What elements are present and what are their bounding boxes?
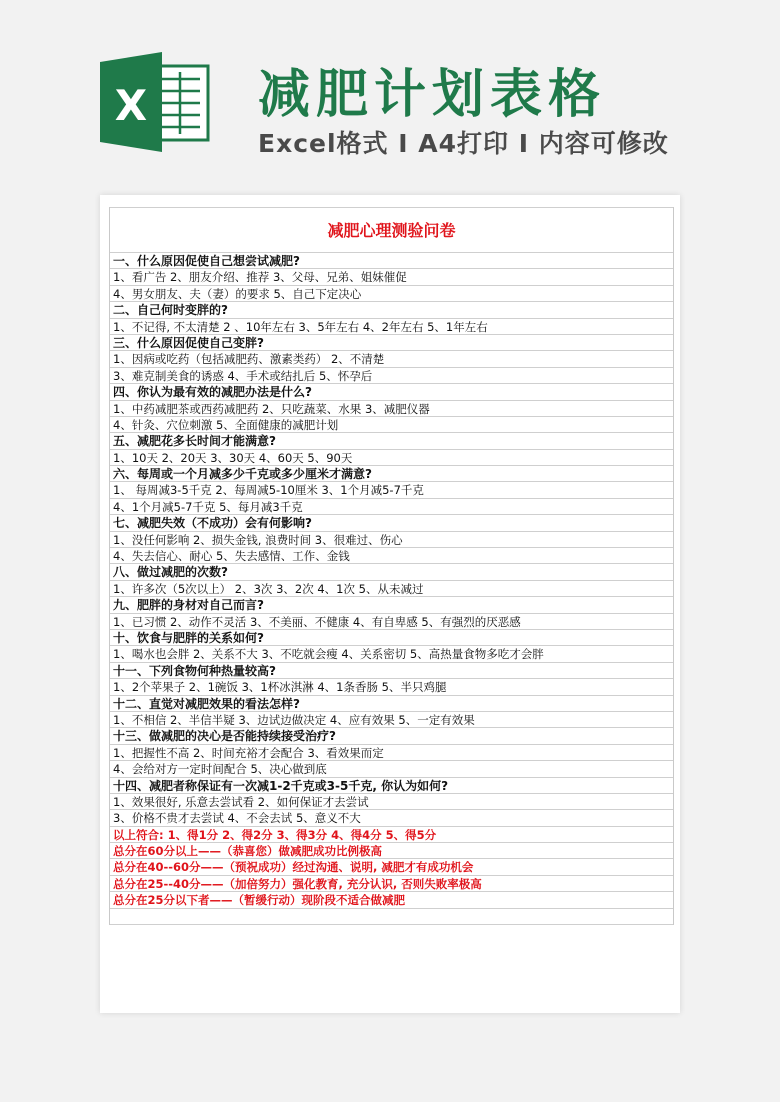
excel-icon — [100, 52, 212, 152]
option-row: 1、把握性不高 2、时间充裕才会配合 3、看效果而定 — [110, 745, 673, 761]
banner — [0, 0, 780, 195]
option-row: 1、看广告 2、朋友介绍、推荐 3、父母、兄弟、姐妹催促 — [110, 269, 673, 285]
question-row: 一、什么原因促使自己想尝试减肥? — [110, 253, 673, 269]
option-row: 1、许多次（5次以上） 2、3次 3、2次 4、1次 5、从未减过 — [110, 581, 673, 597]
question-row: 十四、减肥者称保证有一次减1-2千克或3-5千克, 你认为如何? — [110, 778, 673, 794]
option-row: 4、针灸、穴位刺激 5、全面健康的减肥计划 — [110, 417, 673, 433]
option-row: 1、因病或吃药（包括减肥药、激素类药） 2、不清楚 — [110, 351, 673, 367]
option-row: 4、1个月减5-7千克 5、每月减3千克 — [110, 499, 673, 515]
option-row: 1、不记得, 不太清楚 2 、10年左右 3、5年左右 4、2年左右 5、1年左右 — [110, 319, 673, 335]
option-row: 1、已习惯 2、动作不灵活 3、不美丽、不健康 4、有自卑感 5、有强烈的厌恶感 — [110, 614, 673, 630]
question-row: 六、每周或一个月减多少千克或多少厘米才满意? — [110, 466, 673, 482]
option-row: 1、喝水也会胖 2、关系不大 3、不吃就会瘦 4、关系密切 5、高热量食物多吃才会胖 — [110, 646, 673, 662]
spreadsheet-sheet — [100, 195, 680, 1013]
page-title: 减肥计划表格 — [258, 65, 607, 125]
scoring-row: 总分在25分以下者——（暂缓行动）现阶段不适合做减肥 — [110, 892, 673, 908]
option-row: 1、 每周减3-5千克 2、每周减5-10厘米 3、1个月减5-7千克 — [110, 482, 673, 498]
question-row: 十、饮食与肥胖的关系如何? — [110, 630, 673, 646]
option-row: 1、效果很好, 乐意去尝试看 2、如何保证才去尝试 — [110, 794, 673, 810]
option-row: 4、会给对方一定时间配合 5、决心做到底 — [110, 761, 673, 777]
question-row: 四、你认为最有效的减肥办法是什么? — [110, 384, 673, 400]
question-row: 五、减肥花多长时间才能满意? — [110, 433, 673, 449]
spreadsheet-grid — [109, 207, 674, 925]
option-row: 4、失去信心、耐心 5、失去感情、工作、金钱 — [110, 548, 673, 564]
option-row: 4、男女朋友、夫（妻）的要求 5、自己下定决心 — [110, 286, 673, 302]
option-row: 1、2个苹果子 2、1碗饭 3、1杯冰淇淋 4、1条香肠 5、半只鸡腿 — [110, 679, 673, 695]
sheet-title: 减肥心理测验问卷 — [110, 207, 673, 253]
scoring-row: 总分在25--40分——（加倍努力）强化教育, 充分认识, 否则失败率极高 — [110, 876, 673, 892]
scoring-row: 总分在40--60分——（预祝成功）经过沟通、说明, 减肥才有成功机会 — [110, 859, 673, 875]
scoring-row: 以上符合: 1、得1分 2、得2分 3、得3分 4、得4分 5、得5分 — [110, 827, 673, 843]
option-row: 3、价格不贵才去尝试 4、不会去试 5、意义不大 — [110, 810, 673, 826]
question-row: 二、自己何时变胖的? — [110, 302, 673, 318]
question-row: 八、做过减肥的次数? — [110, 564, 673, 580]
empty-row — [110, 909, 673, 925]
option-row: 1、没任何影响 2、损失金钱, 浪费时间 3、很难过、伤心 — [110, 532, 673, 548]
question-row: 七、减肥失效（不成功）会有何影响? — [110, 515, 673, 531]
option-row: 1、中药减肥茶或西药减肥药 2、只吃蔬菜、水果 3、减肥仪器 — [110, 401, 673, 417]
question-row: 三、什么原因促使自己变胖? — [110, 335, 673, 351]
option-row: 1、不相信 2、半信半疑 3、边试边做决定 4、应有效果 5、一定有效果 — [110, 712, 673, 728]
question-row: 十三、做减肥的决心是否能持续接受治疗? — [110, 728, 673, 744]
question-row: 十一、下列食物何种热量较高? — [110, 663, 673, 679]
scoring-row: 总分在60分以上——（恭喜您）做减肥成功比例极高 — [110, 843, 673, 859]
option-row: 1、10天 2、20天 3、30天 4、60天 5、90天 — [110, 450, 673, 466]
option-row: 3、难克制美食的诱惑 4、手术或结扎后 5、怀孕后 — [110, 368, 673, 384]
page-subtitle: Excel格式 I A4打印 I 内容可修改 — [258, 129, 669, 158]
question-row: 九、肥胖的身材对自己而言? — [110, 597, 673, 613]
question-row: 十二、直觉对减肥效果的看法怎样? — [110, 696, 673, 712]
excel-icon-letter: X — [114, 81, 148, 130]
